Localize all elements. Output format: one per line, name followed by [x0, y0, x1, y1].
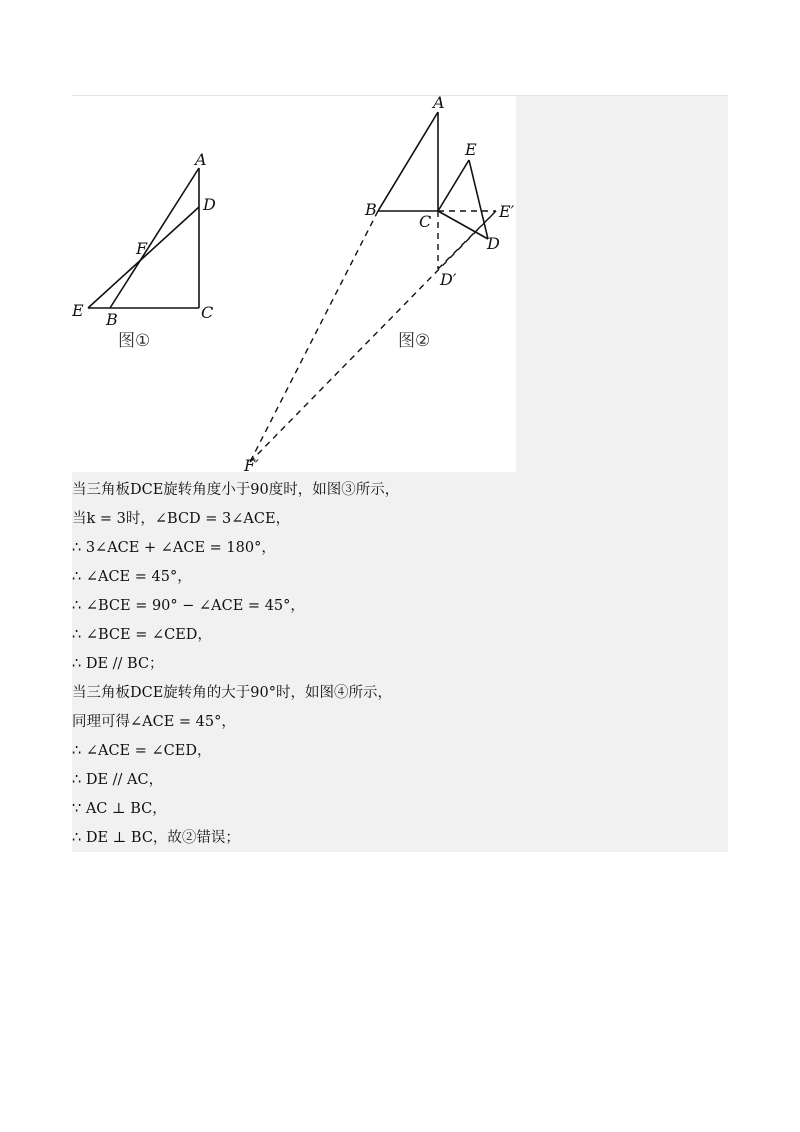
fig2-caption: 图② — [398, 331, 431, 351]
fig1-label-E: E — [72, 301, 84, 320]
solution-line: 当三角板DCE旋转角度小于90度时，如图③所示， — [72, 482, 400, 498]
solution-line: 同理可得∠ACE = 45°， — [72, 714, 236, 730]
solution-line: 当k = 3时，∠BCD = 3∠ACE， — [72, 511, 291, 527]
fig1-label-F: F — [136, 239, 148, 258]
fig1-caption: 图① — [118, 331, 151, 351]
fig1-label-C: C — [201, 303, 214, 322]
fig2-label-C: C — [419, 212, 432, 231]
solution-line: ∴ ∠BCE = 90° − ∠ACE = 45°， — [72, 598, 305, 614]
figure-panel — [72, 96, 516, 472]
solution-line: ∴ DE // BC； — [72, 656, 164, 672]
solution-line: ∴ ∠ACE = 45°， — [72, 569, 192, 585]
figure-2 — [378, 112, 488, 239]
solution-panel — [72, 95, 728, 852]
solution-line: ∴ ∠BCE = ∠CED， — [72, 627, 212, 643]
segment-F-prime-E-prime — [250, 211, 496, 462]
figure-1 — [88, 168, 199, 308]
solution-line: ∵ AC ⊥ BC， — [72, 801, 167, 817]
fig1-label-D: D — [203, 195, 216, 214]
fig2-label-A: A — [433, 96, 445, 112]
fig2-label-E: E — [465, 140, 477, 159]
fig1-label-B: B — [106, 310, 118, 329]
fig2-label-D: D — [487, 234, 500, 253]
solution-line: 当三角板DCE旋转角的大于90°时，如图④所示， — [72, 685, 393, 701]
segment-CE — [438, 160, 469, 211]
fig2-label-D-prime: D′ — [440, 270, 457, 289]
fig2-label-E-prime: E′ — [499, 202, 515, 221]
solution-line: ∴ 3∠ACE + ∠ACE = 180°， — [72, 540, 276, 556]
solution-line: ∴ ∠ACE = ∠CED， — [72, 743, 212, 759]
fig2-label-F-prime: F′ — [244, 456, 259, 472]
segment-ED — [469, 160, 488, 239]
solution-text — [72, 476, 728, 853]
segment-AB — [378, 112, 438, 211]
solution-line: ∴ DE ⊥ BC，故②错误； — [72, 830, 240, 846]
segment-AB — [110, 168, 199, 308]
fig2-label-B: B — [365, 200, 377, 219]
figure-2-dashed — [250, 211, 496, 462]
fig1-label-A: A — [195, 150, 207, 169]
segment-BF-prime — [250, 211, 378, 462]
geometry-figures — [72, 96, 516, 472]
segment-CD — [438, 211, 488, 239]
solution-line: ∴ DE // AC， — [72, 772, 164, 788]
